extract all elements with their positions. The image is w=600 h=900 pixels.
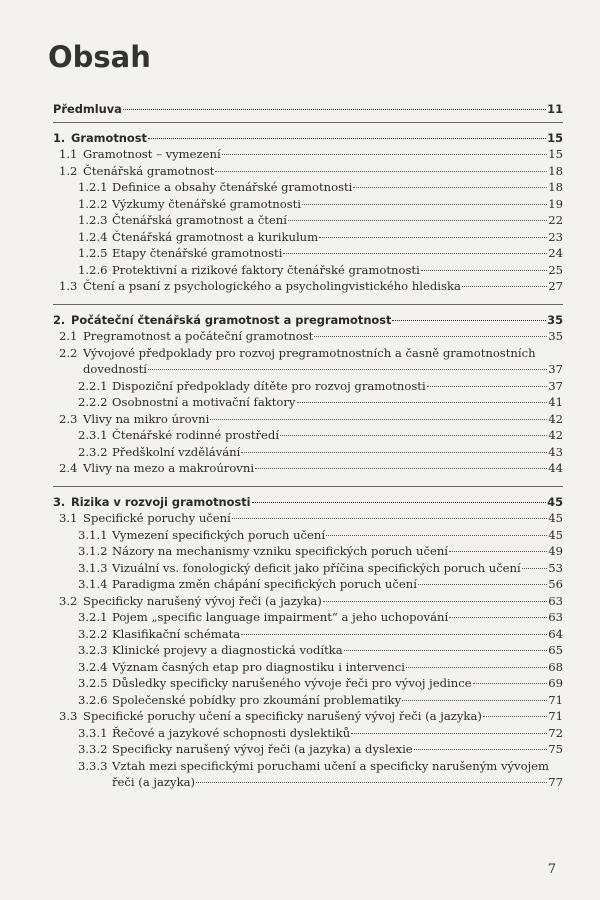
toc-entry-page: 27 — [548, 279, 563, 293]
toc-entry-page: 42 — [548, 428, 563, 442]
toc-entry[interactable] — [53, 692, 563, 709]
section-divider — [53, 304, 563, 305]
leader-dots — [241, 452, 547, 453]
toc-entry[interactable] — [53, 626, 563, 643]
toc-entry-number: 3.1 — [59, 511, 78, 525]
toc-entry-number: 3.2.1 — [78, 610, 108, 624]
toc-entry-continuation[interactable] — [53, 774, 563, 791]
toc-entry-page: 44 — [548, 461, 563, 475]
toc-entry-text: Důsledky specificky narušeného vývoje řeči pro vývoj jedince — [112, 676, 472, 690]
toc-entry-page: 37 — [548, 362, 563, 376]
toc-entry-text: Protektivní a rizikové faktory čtenářské gramotnosti — [112, 262, 420, 277]
toc-entry-number: 2.1 — [59, 329, 78, 343]
toc-entry-text: Specificky narušený vývoj řeči (a jazyka) — [83, 593, 322, 608]
toc-entry-number: 3.2.5 — [78, 676, 108, 690]
toc-entry-text: Klasifikační schémata — [112, 626, 241, 641]
toc-entry-page: 18 — [548, 180, 563, 194]
toc-entry-number: 3.2.6 — [78, 692, 108, 707]
toc-entry-number: 1.3 — [59, 279, 78, 293]
toc-entry-number: 2.3.2 — [78, 444, 108, 459]
leader-dots — [483, 716, 547, 717]
toc-entry-text: Předmluva — [53, 102, 122, 116]
toc-entry-number: 1. — [53, 130, 66, 145]
toc-entry-text: Výzkumy čtenářské gramotnosti — [112, 196, 302, 211]
toc-entry[interactable] — [53, 262, 563, 279]
toc-entry-text: Definice a obsahy čtenářské gramotnosti — [112, 180, 353, 194]
toc-entry-text: Gramotnost – vymezení — [83, 147, 221, 161]
toc-entry-number: 3.1.1 — [78, 527, 108, 542]
toc-entry-text: Význam časných etap pro diagnostiku i intervenci — [112, 659, 405, 674]
toc-entry-page: 77 — [548, 775, 563, 789]
toc-entry-text: Dispoziční předpoklady dítěte pro rozvoj gramotnosti — [112, 378, 426, 393]
toc-entry-page: 18 — [548, 163, 563, 178]
toc-entry-page: 25 — [548, 262, 563, 277]
toc-entry-text: Osobnostní a motivační faktory — [112, 395, 296, 409]
toc-entry-page: 19 — [548, 196, 563, 211]
toc-entry-text: Gramotnost — [71, 130, 147, 145]
toc-entry-number: 3.2.4 — [78, 659, 108, 674]
toc-entry-page: 53 — [548, 560, 563, 575]
toc-entry-page: 45 — [548, 511, 563, 525]
toc-entry-page: 56 — [548, 577, 563, 591]
toc-entry[interactable] — [53, 245, 563, 262]
toc-entry-page: 23 — [548, 229, 563, 244]
leader-dots — [406, 667, 547, 668]
toc-entry[interactable] — [53, 278, 563, 295]
toc-entry[interactable] — [53, 741, 563, 758]
toc-entry[interactable] — [53, 593, 563, 610]
toc-entry-number: 2.2.1 — [78, 378, 108, 393]
toc-chapter[interactable] — [53, 312, 563, 329]
leader-dots — [148, 369, 547, 370]
toc-entry-page: 75 — [548, 742, 563, 756]
leader-dots — [280, 435, 547, 436]
toc-entry-page: 41 — [548, 395, 563, 409]
toc-entry-page: 42 — [548, 411, 563, 426]
toc-entry[interactable] — [53, 609, 563, 626]
toc-entry-text: Čtenářská gramotnost a čtení — [112, 213, 287, 227]
toc-entry-text: Vymezení specifických poruch učení — [112, 527, 326, 542]
toc-entry-page: 64 — [548, 626, 563, 641]
toc-entry-page: 49 — [548, 544, 563, 558]
toc-entry-text: Společenské pobídky pro zkoumání problematiky — [112, 692, 402, 707]
toc-entry[interactable] — [53, 659, 563, 676]
toc-entry-number: 1.2 — [59, 163, 78, 178]
leader-dots — [427, 386, 548, 387]
leader-dots — [326, 535, 547, 536]
toc-entry-number: 1.2.2 — [78, 196, 108, 211]
toc-entry-number: 1.2.4 — [78, 229, 108, 244]
leader-dots — [353, 187, 547, 188]
toc-entry-number: 3.3.3 — [78, 758, 108, 773]
leader-dots — [418, 584, 547, 585]
section-divider — [53, 486, 563, 487]
toc-entry-text: Specifické poruchy učení a specificky narušený vývoj řeči (a jazyka) — [83, 709, 482, 723]
toc-entry-text: řeči (a jazyka) — [112, 775, 196, 789]
toc-entry-page: 71 — [548, 709, 563, 723]
toc-entry-number: 3.2.2 — [78, 626, 108, 641]
leader-dots — [421, 270, 547, 271]
toc-entry-text: Pregramotnost a počáteční gramotnost — [83, 329, 314, 343]
toc-entry[interactable] — [53, 675, 563, 692]
toc-entry-number: 3.3.2 — [78, 742, 108, 756]
toc-entry[interactable] — [53, 179, 563, 196]
leader-dots — [392, 320, 546, 321]
toc-entry-page: 24 — [548, 246, 563, 260]
toc-entry[interactable] — [53, 427, 563, 444]
toc-entry-page: 72 — [548, 725, 563, 740]
toc-entry[interactable] — [53, 758, 563, 775]
leader-dots — [210, 419, 547, 420]
toc-entry-number: 2.4 — [59, 461, 78, 475]
toc-entry-text: Čtenářská gramotnost a kurikulum — [112, 229, 319, 244]
toc-entry-text: Pojem „specific language impairment“ a jeho uchopování — [112, 610, 449, 624]
toc-entry-number: 3.3.1 — [78, 725, 108, 740]
section-divider — [53, 122, 563, 123]
leader-dots — [402, 700, 547, 701]
toc-entry[interactable] — [53, 560, 563, 577]
leader-dots — [323, 601, 547, 602]
toc-entry-page: 63 — [548, 593, 563, 608]
toc-entry-text: Počáteční čtenářská gramotnost a pregramotnost — [71, 312, 392, 327]
toc-entry-number: 3.2 — [59, 593, 78, 608]
toc-entry-text: Vztah mezi specifickými poruchami učení a specificky narušeným vývojem — [112, 758, 550, 773]
toc-entry-number: 3.1.3 — [78, 560, 108, 575]
toc-entry[interactable] — [53, 328, 563, 345]
toc-entry-number: 2. — [53, 312, 66, 327]
section-gap — [53, 477, 563, 482]
toc-entry[interactable] — [53, 708, 563, 725]
leader-dots — [255, 468, 547, 469]
toc-entry-page: 22 — [548, 213, 563, 227]
toc-entry-text: dovedností — [83, 362, 147, 376]
leader-dots — [283, 253, 547, 254]
toc-entry[interactable] — [53, 576, 563, 593]
toc-entry-number: 1.2.5 — [78, 246, 108, 260]
toc-entry-continuation[interactable] — [53, 361, 563, 378]
leader-dots — [344, 650, 548, 651]
toc-entry[interactable] — [53, 543, 563, 560]
leader-dots — [241, 634, 547, 635]
toc-entry-text: Názory na mechanismy vzniku specifických poruch učení — [112, 544, 449, 558]
toc-entry-text: Vývojové předpoklady pro rozvoj pregramotnostních a časně gramotnostních — [83, 345, 536, 360]
toc-entry-number: 3.1.2 — [78, 544, 108, 558]
leader-dots — [449, 617, 547, 618]
leader-dots — [522, 568, 548, 569]
toc-entry-text: Čtenářská gramotnost — [83, 163, 215, 178]
toc-entry[interactable] — [53, 146, 563, 163]
toc-entry[interactable] — [53, 642, 563, 659]
toc-entry-page: 35 — [548, 329, 563, 343]
leader-dots — [196, 782, 547, 783]
toc-entry-number: 2.2 — [59, 345, 78, 360]
toc-entry[interactable] — [53, 394, 563, 411]
toc-entry-number: 3.1.4 — [78, 577, 108, 591]
toc-entry[interactable] — [53, 725, 563, 742]
toc-entry-number: 2.2.2 — [78, 395, 108, 409]
leader-dots — [288, 220, 547, 221]
leader-dots — [252, 502, 547, 503]
toc-entry-text: Specifické poruchy učení — [83, 511, 231, 525]
toc-entry-text: Rizika v rozvoji gramotnosti — [71, 494, 251, 509]
toc-entry[interactable] — [53, 510, 563, 527]
toc-entry-text: Etapy čtenářské gramotnosti — [112, 246, 283, 260]
toc-entry-page: 63 — [548, 610, 563, 624]
toc-entry-number: 2.3.1 — [78, 428, 108, 442]
toc-entry-text: Paradigma změn chápání specifických poruch učení — [112, 577, 417, 591]
toc-entry-text: Specificky narušený vývoj řeči (a jazyka) a dyslexie — [112, 742, 413, 756]
toc-entry-number: 1.2.1 — [78, 180, 108, 194]
toc-entry-number: 1.2.3 — [78, 213, 108, 227]
toc-entry-page: 11 — [547, 102, 563, 116]
toc-entry-page: 71 — [548, 692, 563, 707]
toc-entry[interactable] — [53, 527, 563, 544]
leader-dots — [222, 154, 548, 155]
leader-dots — [414, 749, 548, 750]
toc-entry-page: 68 — [548, 659, 563, 674]
toc-entry[interactable] — [53, 229, 563, 246]
leader-dots — [462, 286, 547, 287]
toc-entry[interactable] — [53, 378, 563, 395]
toc-entry-page: 65 — [548, 643, 563, 657]
toc-entry-text: Vlivy na mezo a makroúrovni — [83, 461, 255, 475]
leader-dots — [449, 551, 547, 552]
toc-entry-number: 3.3 — [59, 709, 78, 723]
table-of-contents — [53, 101, 563, 796]
leader-dots — [351, 733, 547, 734]
toc-preface[interactable] — [53, 101, 563, 118]
leader-dots — [215, 171, 547, 172]
toc-entry-text: Čtení a psaní z psychologického a psycholingvistického hlediska — [83, 279, 461, 293]
section-gap — [53, 295, 563, 300]
toc-entry-text: Řečové a jazykové schopnosti dyslektiků — [112, 725, 351, 740]
page-number: 7 — [547, 862, 556, 877]
toc-entry-page: 43 — [548, 444, 563, 459]
leader-dots — [232, 518, 547, 519]
toc-entry[interactable] — [53, 196, 563, 213]
toc-entry-text: Vizuální vs. fonologický deficit jako příčina specifických poruch učení — [112, 560, 521, 575]
toc-entry[interactable] — [53, 460, 563, 477]
toc-entry[interactable] — [53, 212, 563, 229]
toc-entry-page: 15 — [548, 147, 563, 161]
toc-entry[interactable] — [53, 163, 563, 180]
section-gap — [53, 791, 563, 796]
toc-entry-page: 45 — [547, 494, 563, 509]
toc-chapter[interactable] — [53, 494, 563, 511]
leader-dots — [473, 683, 548, 684]
leader-dots — [148, 138, 546, 139]
toc-entry-text: Vlivy na mikro úrovni — [83, 411, 210, 426]
toc-entry-page: 15 — [547, 130, 563, 145]
toc-entry[interactable] — [53, 444, 563, 461]
toc-entry-number: 3. — [53, 494, 66, 509]
toc-entry-page: 37 — [548, 378, 563, 393]
toc-entry-text: Klinické projevy a diagnostická vodítka — [112, 643, 343, 657]
toc-entry[interactable] — [53, 345, 563, 362]
toc-entry-text: Předškolní vzdělávání — [112, 444, 241, 459]
page-title: Obsah — [48, 40, 151, 74]
toc-entry-page: 69 — [548, 676, 563, 690]
leader-dots — [314, 336, 547, 337]
toc-entry-number: 2.3 — [59, 411, 78, 426]
toc-entry-number: 1.2.6 — [78, 262, 108, 277]
toc-entry-page: 35 — [547, 312, 563, 327]
leader-dots — [297, 402, 548, 403]
toc-entry-number: 1.1 — [59, 147, 78, 161]
toc-entry-page: 45 — [548, 527, 563, 542]
toc-entry-text: Čtenářské rodinné prostředí — [112, 428, 280, 442]
toc-chapter[interactable] — [53, 130, 563, 147]
leader-dots — [319, 237, 547, 238]
toc-entry-number: 3.2.3 — [78, 643, 108, 657]
leader-dots — [123, 109, 546, 110]
toc-entry[interactable] — [53, 411, 563, 428]
leader-dots — [302, 204, 547, 205]
